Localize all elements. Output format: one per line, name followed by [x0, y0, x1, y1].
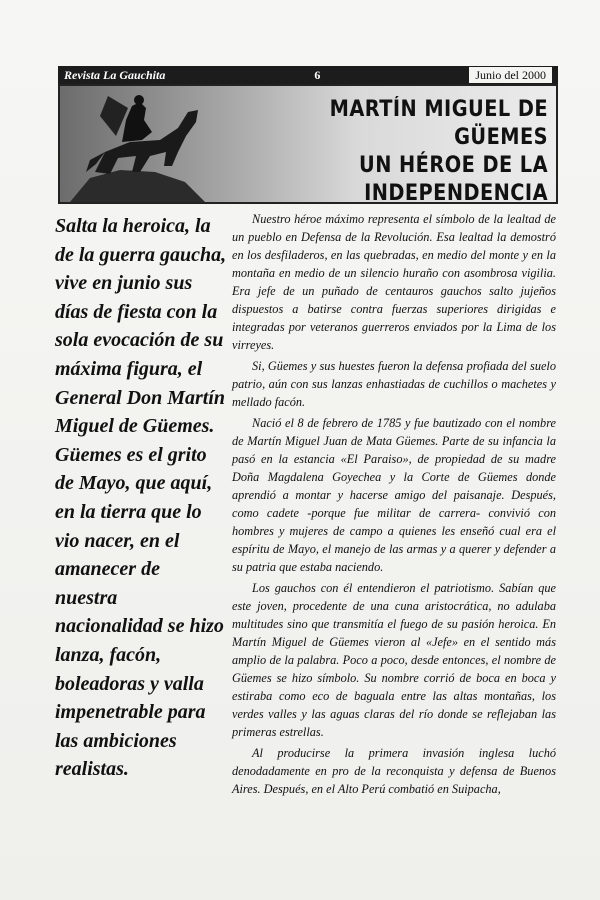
- body-paragraph: Si, Güemes y sus huestes fueron la defensa profiada del suelo patrio, aún con sus lanzas enhastiadas de cuchillos o machetes y mellado facón.: [232, 359, 556, 409]
- body-paragraph: Al producirse la primera invasión inglesa luchó denodadamente en pro de la reconquista y defensa de Buenos Aires. Después, en el Alto Perú combatió en Suipacha,: [232, 746, 556, 796]
- pull-quote-column: [55, 212, 227, 784]
- pull-quote-part-2: Güemes es el grito de Mayo, que aquí, en la tierra que lo vio nacer, en el amanecer de nuestra nacionalidad se hizo lanza, facón, boleadoras y valla impenetrable para las ambiciones realistas.: [55, 443, 224, 781]
- body-paragraph: Los gauchos con él entendieron el patriotismo. Sabían que este joven, procedente de una cuna aristocrática, no adulaba multitudes sino que transmitía el fuego de su pasión heroica. En Martín Miguel de Güemes vieron al «Jefe» en el sentido más amplio de la palabra. Poco a poco, desde entonces, el nombre de Güemes se hizo símbolo. Su nombre corrió de boca en boca y estiraba como eco de baguala entre las altas montañas, los verdes valles y las aguas claras del río donde se reflejaban las primeras estrellas.: [232, 581, 556, 739]
- issue-date: Junio del 2000: [469, 67, 552, 83]
- article-body: [232, 210, 556, 798]
- body-paragraph: Nuestro héroe máximo representa el símbolo de la lealtad de un pueblo en Defensa de la Revolución. Esa lealtad la demostró en los desfiladeros, en las quebradas, en medio del monte y en la montaña en medio de un silencio huraño con asombrosa vigilia. Era jefe de un puñado de centauros gauchos salto jujeños dispuestos a batirse contra fuerzas superiores dirigidas e integradas por veteranos guerreros enviados por la Lima de los virreyes.: [232, 212, 556, 352]
- title-line-1: MARTÍN MIGUEL DE GÜEMES: [329, 97, 548, 150]
- title-line-2: UN HÉROE DE LA INDEPENDENCIA: [359, 153, 548, 204]
- pull-quote-part-1: Salta la heroica, la de la guerra gaucha, vive en junio sus días de fiesta con la sola evocación de su máxima figura, el General Don Martín Miguel de Güemes.: [55, 215, 227, 438]
- publication-name: Revista La Gauchita: [64, 67, 166, 82]
- page-number: 6: [314, 67, 321, 82]
- title-banner: [58, 84, 558, 204]
- article-title: [258, 96, 548, 204]
- body-paragraph: Nació el 8 de febrero de 1785 y fue bautizado con el nombre de Martín Miguel Juan de Mata Güemes. Parte de su infancia la pasó en la estancia «El Paraiso», de propiedad de su madre Doña Magdalena Goyechea y la Corte de Güemes donde aprendió a montar y hacerse amigo del paisanaje. Después, como cadete -porque fue militar de carrera- convivió con hombres y mujeres de campo a quienes les enseñó cual era el espíritu de Mayo, el manejo de las armas y a querer y defender a su patria que estaba naciendo.: [232, 416, 556, 574]
- running-header: [58, 66, 558, 84]
